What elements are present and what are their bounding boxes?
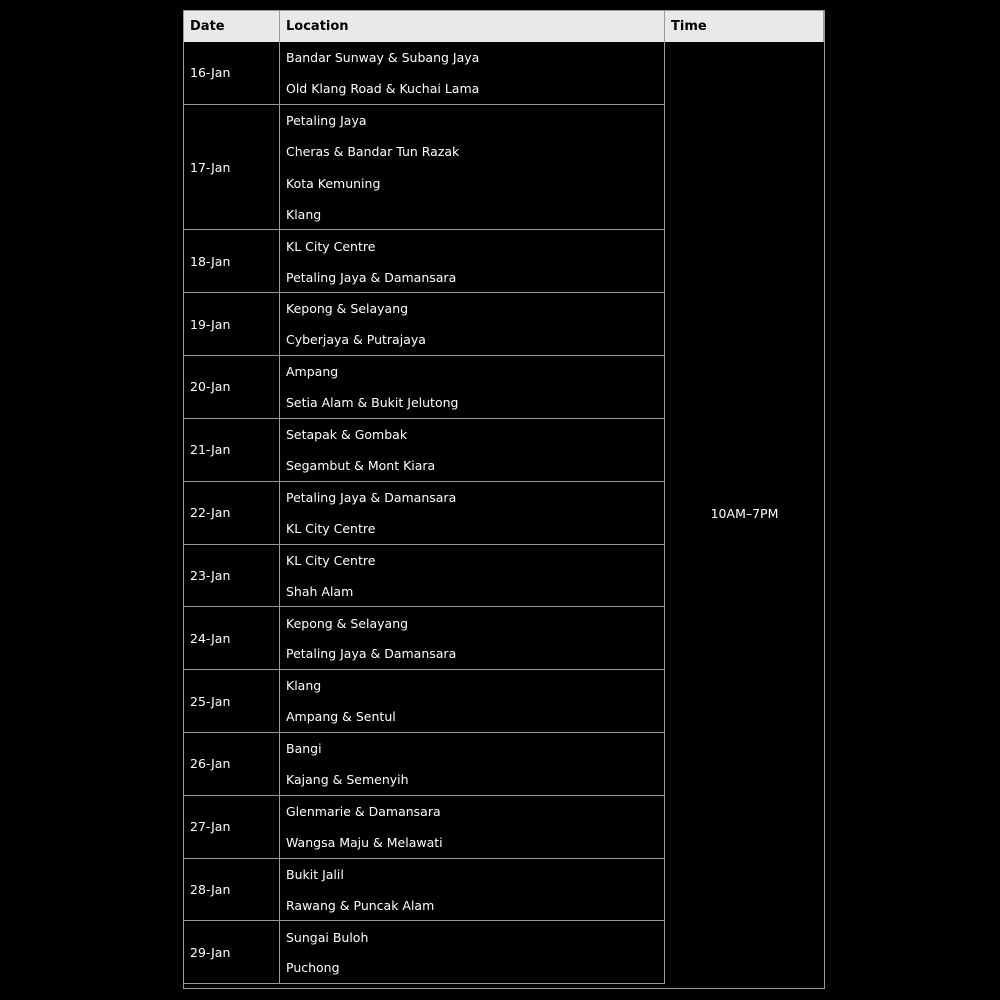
date-cell: 21-Jan [184, 419, 280, 482]
location-cell: Bandar Sunway & Subang Jaya [280, 42, 665, 73]
location-cell: Klang [280, 670, 665, 701]
location-cell: Klang [280, 199, 665, 230]
location-cell: Rawang & Puncak Alam [280, 890, 665, 921]
date-cell: 28-Jan [184, 859, 280, 922]
header-date: Date [184, 11, 280, 42]
location-cell: Ampang [280, 356, 665, 387]
location-cell: KL City Centre [280, 230, 665, 261]
location-cell: Sungai Buloh [280, 921, 665, 952]
location-cell: Petaling Jaya & Damansara [280, 262, 665, 293]
location-cell: Cheras & Bandar Tun Razak [280, 136, 665, 167]
time-cell: 10AM–7PM [710, 505, 779, 521]
location-cell: KL City Centre [280, 545, 665, 576]
date-cell: 26-Jan [184, 733, 280, 796]
schedule-table [183, 10, 825, 989]
location-cell: Kepong & Selayang [280, 607, 665, 638]
location-cell: Puchong [280, 953, 665, 984]
location-cell: Ampang & Sentul [280, 702, 665, 733]
location-cell: Segambut & Mont Kiara [280, 450, 665, 481]
location-cell: Bangi [280, 733, 665, 764]
location-cell: Setia Alam & Bukit Jelutong [280, 387, 665, 418]
date-cell: 23-Jan [184, 545, 280, 608]
date-cell: 20-Jan [184, 356, 280, 419]
location-cell: Bukit Jalil [280, 859, 665, 890]
date-cell: 17-Jan [184, 105, 280, 231]
date-cell: 16-Jan [184, 42, 280, 105]
location-cell: Petaling Jaya & Damansara [280, 482, 665, 513]
location-cell: KL City Centre [280, 513, 665, 544]
location-cell: Kota Kemuning [280, 168, 665, 199]
location-cell: Cyberjaya & Putrajaya [280, 325, 665, 356]
location-cell: Old Klang Road & Kuchai Lama [280, 73, 665, 104]
location-cell: Kepong & Selayang [280, 293, 665, 324]
date-cell: 18-Jan [184, 230, 280, 293]
location-cell: Setapak & Gombak [280, 419, 665, 450]
date-cell: 27-Jan [184, 796, 280, 859]
location-cell: Wangsa Maju & Melawati [280, 827, 665, 858]
location-cell: Glenmarie & Damansara [280, 796, 665, 827]
date-cell: 22-Jan [184, 482, 280, 545]
date-cell: 29-Jan [184, 921, 280, 984]
location-cell: Petaling Jaya & Damansara [280, 639, 665, 670]
location-cell: Petaling Jaya [280, 105, 665, 136]
date-cell: 24-Jan [184, 607, 280, 670]
header-location: Location [280, 11, 665, 42]
header-time: Time [665, 11, 824, 42]
date-cell: 19-Jan [184, 293, 280, 356]
date-cell: 25-Jan [184, 670, 280, 733]
location-cell: Shah Alam [280, 576, 665, 607]
location-cell: Kajang & Semenyih [280, 764, 665, 795]
